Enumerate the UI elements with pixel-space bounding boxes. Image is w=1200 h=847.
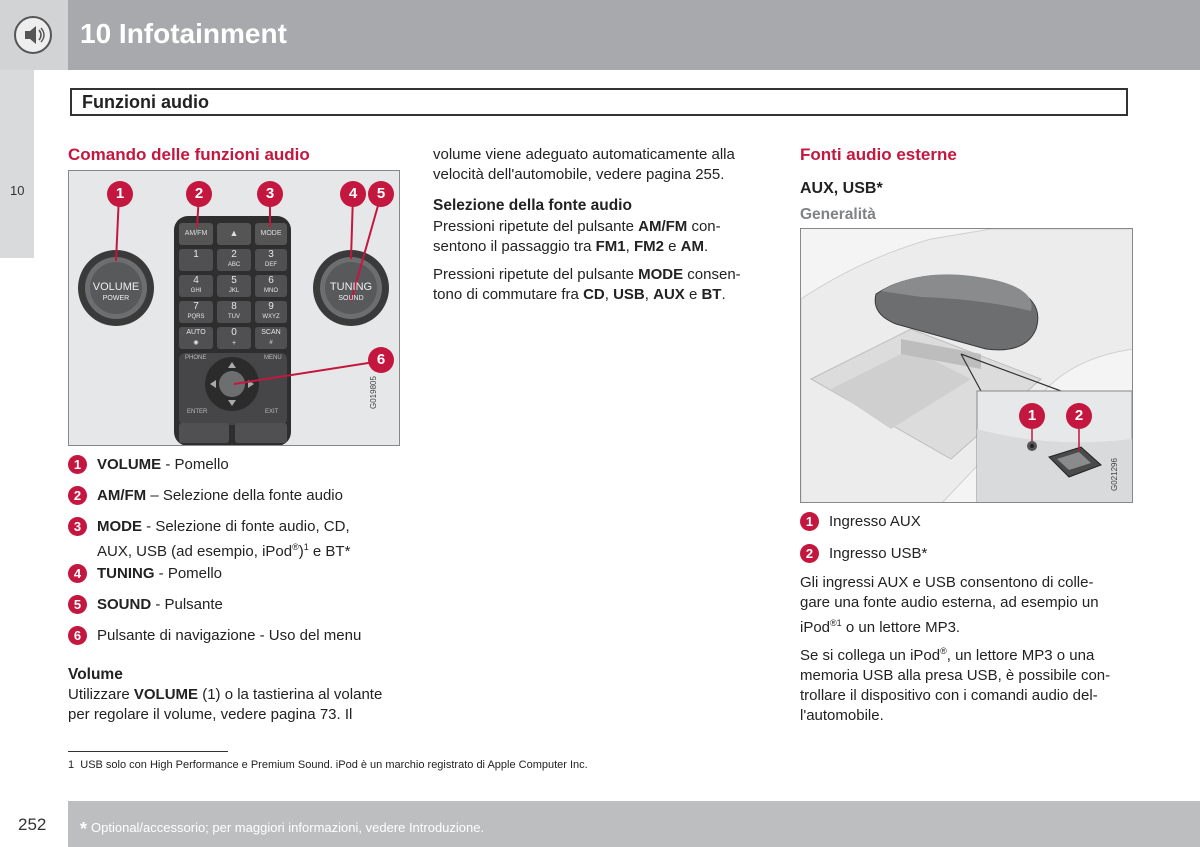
- menu-label: MENU: [264, 355, 282, 361]
- footer-star: *: [80, 819, 88, 839]
- external-sources-paragraph-2: Se si collega un iPod®, un lettore MP3 o una memoria USB alla presa USB, è possibile con- trollare il dispositivo con i comandi audio del- l'automobile.: [800, 646, 1111, 724]
- legend-text-6: Pulsante di navigazione - Uso del menu: [97, 627, 362, 644]
- eject-key-label: ▲: [229, 228, 239, 238]
- enter-label: ENTER: [187, 409, 208, 415]
- keypad-key: 7 PQRS: [187, 301, 205, 320]
- power-label: POWER: [102, 295, 130, 302]
- amfm-key-label: AM/FM: [184, 230, 208, 237]
- external-sources-paragraph-1: Gli ingressi AUX e USB consentono di colle- gare una fonte audio esterna, ad esempio un iPod$^{®1}$ o un lettore MP3.: [800, 574, 1099, 636]
- tuning-knob-label: [326, 281, 376, 305]
- footnote: [68, 759, 588, 771]
- keypad-key: AUTO ◉: [186, 329, 206, 346]
- callout-4: 4: [340, 181, 366, 207]
- legend-badge-5: 5: [68, 595, 87, 614]
- legend-text-2: – Selezione della fonte audio: [146, 487, 343, 504]
- legend-bold-3: MODE: [97, 518, 142, 535]
- figure-audio-controls: [68, 170, 400, 446]
- volume-heading: Volume: [68, 666, 123, 683]
- footer-note: [80, 819, 484, 840]
- legend-bold-5: SOUND: [97, 596, 152, 613]
- legend-footnote-ref: 1: [303, 542, 309, 552]
- callout-2: 2: [186, 181, 212, 207]
- keypad-key: 3 DEF: [265, 249, 277, 268]
- heading-audio-controls: Comando delle funzioni audio: [68, 145, 310, 164]
- callout-usb: 2: [1066, 403, 1092, 429]
- legend-text-1: - Pomello: [161, 456, 229, 473]
- phone-label: PHONE: [185, 355, 207, 361]
- mode-key-label: MODE: [260, 230, 282, 237]
- callout-6: 6: [368, 347, 394, 373]
- legend-text-3: - Selezione di fonte audio, CD,: [142, 518, 350, 535]
- legend-usb-badge: 2: [800, 544, 819, 563]
- mode-paragraph: Pressioni ripetute del pulsante MODE consen- tono di commutare fra CD, USB, AUX e BT.: [433, 266, 741, 303]
- callout-aux: 1: [1019, 403, 1045, 429]
- figure-code-2: G021296: [1110, 458, 1119, 491]
- side-chapter-tab: [0, 70, 34, 258]
- legend-badge-3: 3: [68, 517, 87, 536]
- figure-armrest-inputs: [800, 228, 1133, 503]
- legend-aux-badge: 1: [800, 512, 819, 531]
- legend-bold-2: AM/FM: [97, 487, 147, 504]
- volume-label: VOLUME: [92, 281, 140, 293]
- legend-text-3b: AUX, USB (ad esempio, iPod: [97, 543, 293, 560]
- exit-label: EXIT: [265, 409, 279, 415]
- callout-3: 3: [257, 181, 283, 207]
- footnote-text: USB solo con High Performance e Premium Sound. iPod è un marchio registrato di Apple Computer Inc.: [80, 759, 588, 771]
- footnote-rule: [68, 751, 228, 752]
- amfm-paragraph: Pressioni ripetute del pulsante AM/FM con- sentono il passaggio tra FM1, FM2 e AM.: [433, 218, 721, 255]
- section-title-box: [70, 88, 1128, 116]
- sound-label: SOUND: [338, 295, 364, 302]
- keypad-key: SCAN #: [261, 329, 281, 346]
- legend-bold-4: TUNING: [97, 565, 155, 582]
- legend-text-5: - Pulsante: [151, 596, 223, 613]
- speaker-icon: [14, 16, 52, 54]
- keypad-key: 9 WXYZ: [262, 301, 280, 320]
- legend-badge-4: 4: [68, 564, 87, 583]
- aux-usb-heading: AUX, USB*: [800, 180, 883, 197]
- volume-paragraph: Utilizzare VOLUME (1) o la tastierina al volante per regolare il volume, vedere pagina 73. Il: [68, 686, 383, 723]
- keypad-key: 2 ABC: [227, 249, 241, 268]
- legend-bold-1: VOLUME: [97, 456, 162, 473]
- chapter-title: 10 Infotainment: [80, 18, 287, 49]
- keypad-key: 0 +: [231, 327, 237, 347]
- keypad-key: 6 MNO: [264, 275, 278, 294]
- legend-usb-text: Ingresso USB*: [829, 545, 928, 562]
- legend-badge-2: 2: [68, 486, 87, 505]
- legend-aux-text: Ingresso AUX: [829, 513, 921, 530]
- heading-external-sources: Fonti audio esterne: [800, 145, 957, 164]
- legend-text-4: - Pomello: [154, 565, 223, 582]
- volume-knob-label: [91, 281, 141, 305]
- section-title: Funzioni audio: [82, 92, 209, 112]
- keypad-key: 1: [193, 249, 199, 260]
- legend-badge-6: 6: [68, 626, 87, 645]
- volume-paragraph-continued: volume viene adeguato automaticamente alla velocità dell'automobile, vedere pagina 255.: [433, 146, 735, 183]
- chapter-header-bar: [0, 0, 1200, 70]
- tuning-label: TUNING: [329, 281, 373, 293]
- legend-badge-1: 1: [68, 455, 87, 474]
- chapter-icon-box: [0, 0, 68, 70]
- keypad-grid: [179, 249, 287, 349]
- footer-note-text: Optional/accessorio; per maggiori informazioni, vedere Introduzione.: [91, 820, 485, 835]
- footnote-number: 1: [68, 759, 75, 771]
- source-selection-heading: Selezione della fonte audio: [433, 197, 632, 214]
- callout-1: 1: [107, 181, 133, 207]
- figure-code: G019805: [369, 376, 378, 409]
- legend-text-3c: e BT*: [308, 543, 351, 560]
- generality-heading: Generalità: [800, 206, 876, 223]
- keypad-key: 4 GHI: [190, 275, 202, 294]
- callout-5: 5: [368, 181, 394, 207]
- side-chapter-number: 10: [10, 183, 25, 198]
- legend-reg: ®: [292, 542, 299, 552]
- armrest-illustration: [801, 229, 1133, 503]
- keypad-key: 5 JKL: [228, 275, 240, 294]
- page-number: 252: [18, 815, 47, 834]
- keypad-key: 8 TUV: [228, 301, 240, 320]
